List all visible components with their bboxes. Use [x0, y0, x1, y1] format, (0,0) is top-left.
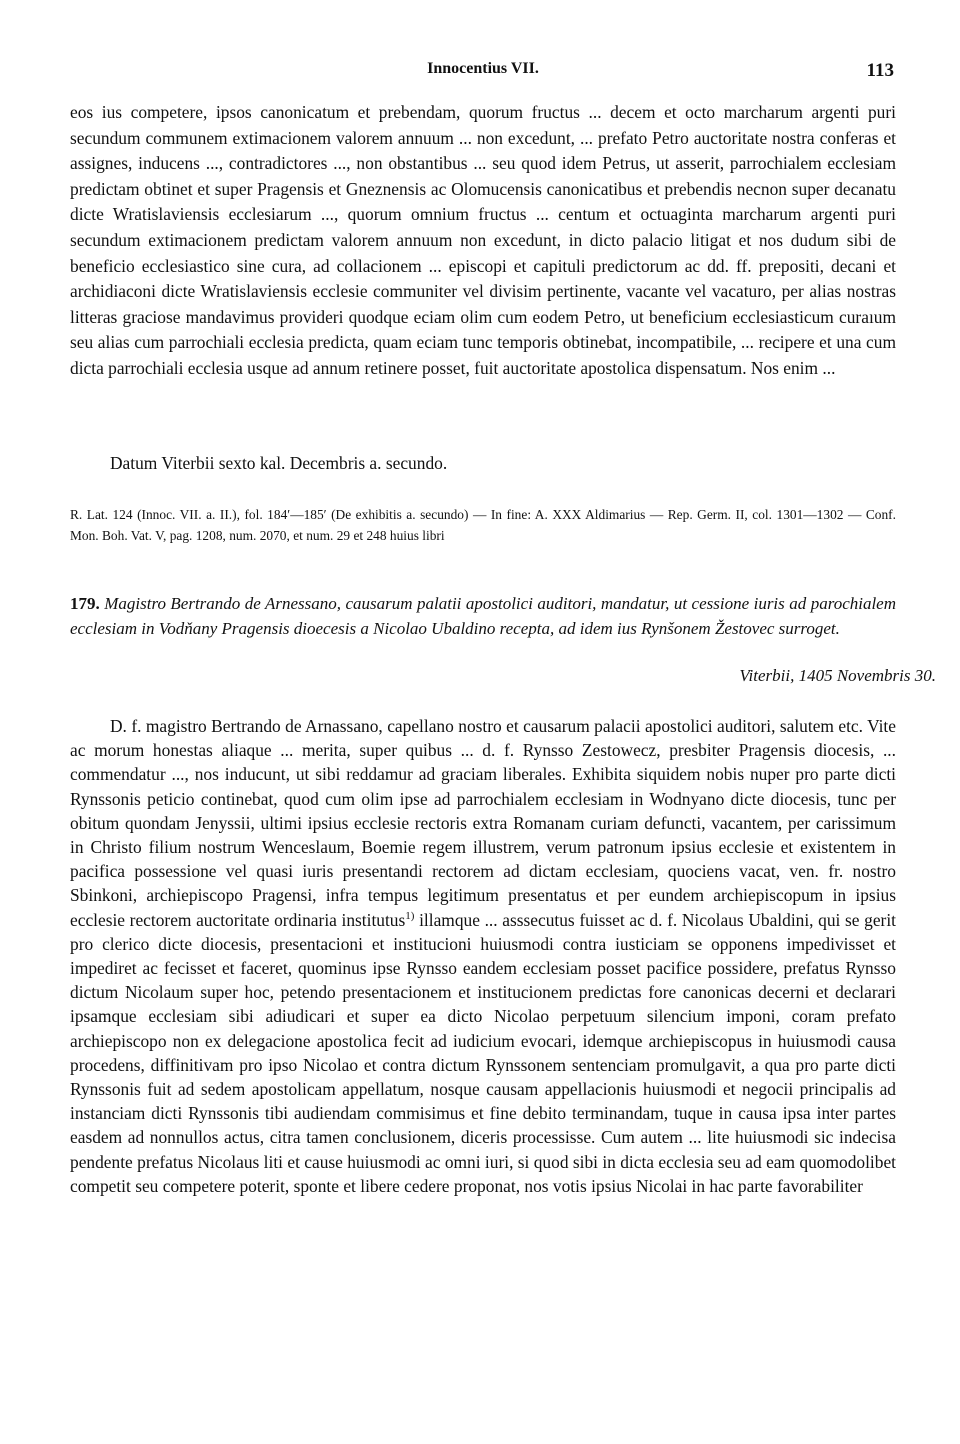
body-text-part-1: D. f. magistro Bertrando de Arnassano, capellano nostro et causarum palacii apostolici auditori, salutem etc. Vite ac morum honestas aliaque ... merita, super quibus ... d. f. Rynsso Zestowecz, presbiter Pragensis diocesis, ... commendatur ..., nos inducunt, ut sibi reddamur ad graciam liberales. Exhibita siquidem nobis nuper pro parte dicti Rynssonis peticio continebat, quod cum olim ipse ad parrochialem ecclesiam in Wodnyano dicte diocesis, tunc per obitum quondam Jenyssii, ultimi ipsius ecclesie rectoris extra Romanam curiam defuncti, vacantem, per carissimum in Christo filium nostrum Wenceslaum, Boemie regem illustrem, verum patronum ipsius ecclesie et existentem in pacifica possessione vel quasi iuris presentandi rectorem ad dictam ecclesiam, quociens vacat, ven. fr. nostro Sbinkoni, archiepiscopo Pragensi, infra tempus legitimum presentatus et per eundem archiepiscopum in ipsius ecclesie rectorem auctoritate ordinaria institutus [70, 716, 896, 930]
running-head [70, 56, 896, 84]
document-body [70, 714, 896, 1198]
document-body-text [70, 714, 896, 1198]
place-date: Viterbii, 1405 Novembris 30. [739, 666, 936, 685]
source-notes-text: R. Lat. 124 (Innoc. VII. a. II.), fol. 184′—185′ (De exhibitis a. secundo) — In fine: A. XXX Aldimarius — Rep. Germ. II, col. 1301—1302 — Conf. Mon. Boh. Vat. V, pag. 1208, num. 2070, et num. 29 et 248 huius libri [70, 507, 896, 543]
document-regest [70, 592, 896, 641]
letter-continuation [70, 100, 896, 382]
regest-text: Magistro Bertrando de Arnessano, causarum palatii apostolici auditori, mandatur, ut cessione iuris ad parochialem ecclesiam in Vodňany Pragensis dioecesis a Nicolao Ubaldino recepta, ad idem ius Rynšonem Žestovec surroget. [70, 594, 897, 638]
document-number: 179. [70, 594, 100, 613]
page-number: 113 [866, 60, 894, 81]
footnote-marker: 1) [405, 909, 415, 922]
letter-continuation-text: eos ius competere, ipsos canonicatum et prebendam, quorum fructus ... decem et octo marcharum argenti puri secundum communem extimacionem valorem annuum ... non excedunt, ... prefato Petro auctoritate nostra conferas et assignes, inducens ..., contradictores ..., non obstantibus ... seu quod idem Petrus, ut asserit, parrochialem ecclesiam predictam obtinet et super Pragensis et Gneznensis ac Olomucensis canonicatibus et prebendis necnon super decanatu dicte Wratislaviensis ecclesiarum ..., quorum omnium fructus ... centum et octuaginta marcharum argenti puri secundum extimacionem predictam valorem annuum non excedunt, in dicto palacio litigat et nos dudum sibi de beneficio ecclesiastico sine cura, ad collacionem ... episcopi et capituli predictorum ac dd. ff. prepositi, decani et archidiaconi dicte Wratislaviensis ecclesie communiter vel divisim pertinente, vacante vel vacaturo, per alias nostras litteras graciose mandavimus provideri quodque eciam olim cum eodem Petro, ut beneficium ecclesiasticum curaıum seu alias cum parrochiali ecclesia predicta, quam eciam tunc temporis obtinebat, incompatibile, ... recipere et una cum dicta parrochiali ecclesia usque ad annum retinere posset, fuit auctoritate apostolica dispensatum. Nos enim ... [70, 102, 896, 378]
body-text-part-2: illamque ... asssecutus fuisset ac d. f. Nicolaus Ubaldini, qui se gerit pro clerico dicte diocesis, presentacioni et institucioni huiusmodi contra iusticiam se opponens impedivisset et impediret ac fecisset et faceret, quominus ipse Rynsso eandem ecclesiam posset pacifice possidere, prefatus Rynsso dictum Nicolaum super hoc, petendo presentacionem et institucionem predictas fore canonicas decerni et declarari ipsamque ecclesiam sibi adiudicari et super ea dicto Nicolao perpetuum silencium imponi, coram prefato archiepiscopo non ex delegacione apostolica fecit ad iudicium evocari, idemque archiepiscopus in huiusmodi causa procedens, diffinitivam pro ipso Nicolao et contra dictum Rynssonem sentenciam promulgavit, a qua pro parte dicti Rynssonis fuit ad sedem apostolicam appellatum, nosque causam appellacionis huiusmodi et negocii principalis ad instanciam dicti Rynssonis tibi audiendam commisimus et fine debito terminandam, tuque in causa ipsa inter partes easdem ad nonnullos actus, citra tamen conclusionem, diceris processisse. Cum autem ... lite huiusmodi sic indecisa pendente prefatus Nicolaus liti et cause huiusmodi ac omni iuri, si quod sibi in dicta ecclesia seu ad eam quomodolibet competit seu competere poterit, sponte et libere cedere proponat, nos votis ipsius Nicolai in hac parte favorabiliter [70, 909, 896, 1196]
document-heading [70, 592, 896, 641]
source-notes [70, 504, 896, 546]
dating-line: Datum Viterbii sexto kal. Decembris a. secundo. [110, 453, 448, 473]
running-title: Innocentius VII. [427, 60, 539, 77]
